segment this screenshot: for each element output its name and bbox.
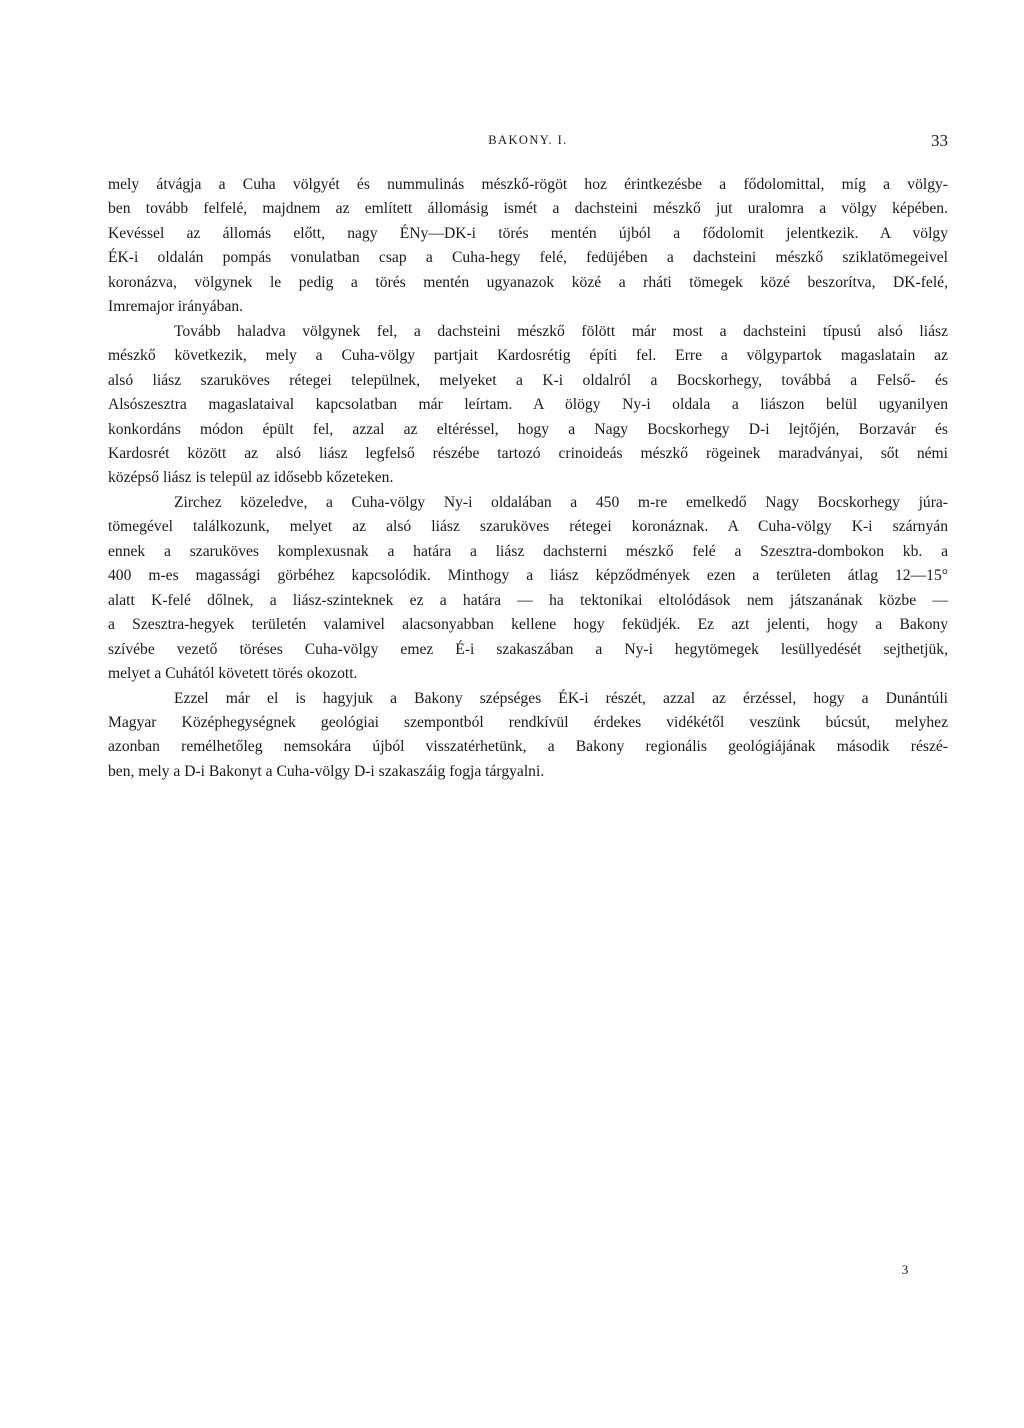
paragraph-3 [108, 491, 948, 687]
text-line: alatt K-felé dőlnek, a liász-szinteknek ez a határa — ha tektonikai eltolódások nem játszanának közbe — [108, 591, 948, 609]
text-line: Alsószesztra magaslataival kapcsolatban már leírtam. A ölögy Ny-i oldala a liászon belül ugyanilyen [108, 396, 948, 414]
paragraph-1 [108, 173, 948, 320]
text-line: alsó liász szaruköves rétegei települnek, melyeket a K-i oldalról a Bocskorhegy, továbbá a Felső- és [108, 371, 948, 389]
text-line: melyet a Cuhától követett törés okozott. [108, 665, 358, 683]
text-line: szívébe vezető töréses Cuha-völgy emez É-i szakaszában a Ny-i hegytömegek lesüllyedését sejthetjük, [108, 640, 948, 658]
running-header [108, 133, 948, 155]
text-line: ben tovább felfelé, majdnem az említett állomásig ismét a dachsteini mészkő jut uralomra a völgy képében. [108, 200, 948, 218]
text-line: ÉK-i oldalán pompás vonulatban csap a Cuha-hegy felé, fedüjében a dachsteini mészkő sziklatömegeivel [108, 249, 948, 267]
page-number: 33 [931, 131, 948, 150]
text-line: 400 m-es magassági görbéhez kapcsolódik. Minthogy a liász képződmények ezen a területen átlag 12—15° [108, 567, 948, 585]
text-line: ennek a szaruköves komplexusnak a határa a liász dachsterni mészkő felé a Szesztra-dombokon kb. a [108, 542, 948, 560]
paragraph-4 [108, 687, 948, 785]
running-title: BAKONY. I. [488, 133, 568, 147]
text-line: mely átvágja a Cuha völgyét és nummulinás mészkő-rögöt hoz érintkezésbe a fődolomittal, míg a völgy- [108, 176, 948, 193]
text-line: Ezzel már el is hagyjuk a Bakony szépséges ÉK-i részét, azzal az érzéssel, hogy a Dunántúli [174, 689, 948, 707]
text-line: középső liász is települ az idősebb kőzeteken. [108, 469, 394, 487]
text-line: Tovább haladva völgynek fel, a dachsteini mészkő fölött már most a dachsteini típusú alsó liász [174, 322, 948, 340]
text-line: konkordáns módon épült fel, azzal az eltéréssel, hogy a Nagy Bocskorhegy D-i lejtőjén, Borzavár és [108, 420, 948, 438]
text-line: Kevéssel az állomás előtt, nagy ÉNy—DK-i törés mentén újból a fődolomit jelentkezik. A völgy [108, 224, 948, 242]
text-line: Zirchez közeledve, a Cuha-völgy Ny-i oldalában a 450 m-re emelkedő Nagy Bocskorhegy júra- [174, 493, 948, 511]
text-line: mészkő következik, mely a Cuha-völgy partjait Kardosrétig építi fel. Erre a völgypartok magaslatain az [108, 347, 948, 365]
paragraph-2 [108, 320, 948, 491]
text-line: azonban remélhetőleg nemsokára újból visszatérhetünk, a Bakony regionális geológiájának második részé- [108, 738, 948, 756]
text-line: ben, mely a D-i Bakonyt a Cuha-völgy D-i szakaszáig fogja tárgyalni. [108, 762, 545, 780]
body-text [108, 173, 948, 784]
text-line: a Szesztra-hegyek területén valamivel alacsonyabban kellene hogy feküdjék. Ez azt jelenti, hogy a Bakony [108, 616, 948, 634]
signature-mark: 3 [901, 1262, 909, 1277]
text-line: Imremajor irányában. [108, 298, 244, 316]
text-line: tömegével találkozunk, melyet az alsó liász szaruköves rétegei koronáznak. A Cuha-völgy K-i szárnyán [108, 518, 948, 536]
text-line: Kardosrét között az alsó liász legfelső részébe tartozó crinoideás mészkő rögeinek maradványai, sőt némi [108, 444, 948, 462]
text-line: koronázva, völgynek le pedig a törés mentén ugyanazok közé a rháti tömegek közé beszorítva, DK-felé, [108, 273, 948, 291]
text-line: Magyar Középhegységnek geológiai szempontból rendkívül érdekes vidékétől veszünk búcsút, melyhez [108, 713, 948, 731]
